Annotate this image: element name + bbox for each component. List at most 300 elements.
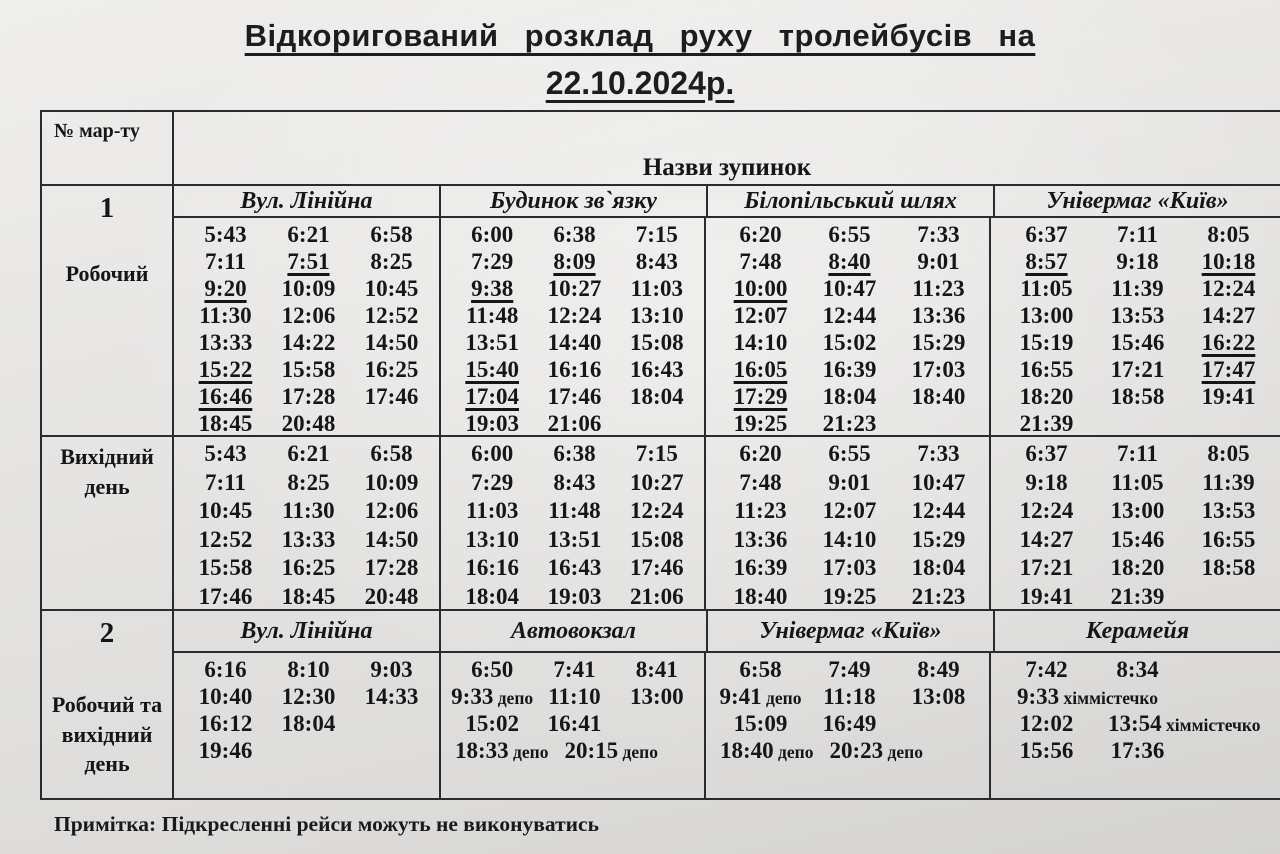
times-line [716,497,983,526]
departure-time: 18:58 [1201,555,1256,580]
times-line [1001,329,1274,356]
times-line [716,410,983,437]
departure-time: 7:51 [287,249,330,274]
departure-time: 14:27 [1019,526,1074,552]
times-row [174,437,1280,609]
times-line [451,583,698,612]
times-line [716,302,983,329]
times-line [184,383,433,410]
departure-time: 8:25 [370,249,413,274]
departure-time: 11:30 [282,498,335,523]
route-label-cell [42,186,172,435]
departure-time: 6:58 [739,657,782,682]
departure-time: 6:00 [471,441,514,466]
times-line [184,526,433,555]
stop-name: Універмаг «Київ» [706,611,993,651]
stop-times-column [704,218,989,435]
departure-time: 6:16 [204,657,247,682]
times-line [451,275,698,302]
route-number: 1 [99,192,115,224]
departure-time: 11:48 [465,303,519,328]
departure-time: 11:23 [912,276,965,301]
departure-time: 13:53 [1110,303,1165,328]
departure-time: 14:10 [733,330,788,355]
day-type-label: Робочий та вихідний день [51,692,163,777]
departure-time: 16:41 [547,711,602,736]
departure-time: 18:04 [822,384,877,409]
departure-time: 7:33 [917,441,960,466]
departure-time: 15:09 [733,711,788,736]
departure-time: 6:00 [471,222,514,247]
departure-time: 11:48 [548,498,601,523]
time-suffix: хіммістечко [1161,715,1261,735]
departure-time: 11:10 [548,684,601,709]
times-line [184,583,433,612]
departure-time: 17:03 [822,555,877,580]
times-line [716,440,983,469]
departure-time: 6:58 [370,441,413,466]
times-line [716,356,983,383]
times-line [184,440,433,469]
stop-times-column [174,218,439,435]
stop-name: Білопільський шлях [706,186,993,216]
departure-time: 7:29 [471,469,514,495]
footnote: Примітка: Підкресленні рейси можуть не виконуватись [54,812,599,836]
departure-time: 8:09 [553,249,596,274]
time-suffix: депо [508,742,549,762]
route-number-column-header: № мар-ту [54,120,140,142]
times-line [1001,526,1274,555]
departure-time: 18:40 депо [720,738,814,763]
departure-time: 14:27 [1201,303,1256,328]
route-number: 2 [99,617,115,649]
departure-time: 8:43 [635,249,678,274]
departure-time: 19:25 [733,411,788,436]
departure-time: 19:41 [1019,583,1074,609]
times-line [716,656,983,683]
departure-time: 10:40 [198,684,253,709]
time-suffix: хіммістечко [1059,688,1159,708]
times-line [716,683,983,710]
departure-time: 7:15 [635,222,678,247]
departure-time: 12:24 [1019,498,1074,523]
times-line [451,526,698,555]
times-line [1001,302,1274,329]
times-line [716,737,983,764]
departure-time: 9:33 хіммістечко [1017,684,1159,709]
departure-time: 17:03 [911,357,966,382]
times-line [1001,737,1274,764]
times-line [716,469,983,498]
departure-time: 11:23 [734,498,787,523]
departure-time: 13:10 [629,303,684,328]
times-line [1001,710,1274,737]
departure-time: 18:04 [281,711,336,736]
times-line [716,583,983,612]
departure-time: 12:02 [1019,711,1074,736]
departure-time: 12:07 [733,303,788,328]
departure-time: 16:25 [364,357,419,382]
times-line [716,221,983,248]
route-label-cell [42,437,172,609]
departure-time: 18:04 [465,583,519,609]
departure-time: 7:11 [1117,441,1158,466]
departure-time: 10:45 [364,276,419,301]
departure-time: 15:56 [1019,738,1074,763]
departure-time: 13:54 хіммістечко [1108,711,1261,736]
departure-time: 18:58 [1110,384,1165,409]
departure-time: 13:10 [465,526,519,552]
departure-time: 19:03 [465,411,519,436]
route-times-block [172,611,1280,798]
departure-time: 13:51 [547,526,602,552]
departure-time: 15:46 [1110,526,1165,552]
departure-time: 16:16 [465,555,519,580]
departure-time: 7:11 [1117,222,1158,247]
departure-time: 11:39 [1111,276,1164,301]
times-line [184,302,433,329]
departure-time: 16:39 [733,555,788,580]
departure-time: 9:41 депо [719,684,802,709]
departure-time: 19:03 [547,583,602,609]
departure-time: 13:33 [198,330,253,355]
departure-time: 13:00 [1019,303,1074,328]
times-line [1001,583,1274,612]
stop-times-column [989,437,1280,609]
departure-time: 12:06 [281,303,336,328]
times-line [1001,683,1274,710]
departure-time: 17:36 [1110,738,1165,763]
departure-time: 7:11 [205,469,246,495]
departure-time: 9:18 [1116,249,1159,274]
times-line [184,469,433,498]
departure-time: 15:02 [822,330,877,355]
departure-time: 7:15 [635,441,678,466]
stop-times-column [989,653,1280,798]
departure-time: 9:20 [204,276,247,301]
departure-time: 17:47 [1201,357,1256,382]
times-line [716,554,983,583]
departure-time: 16:12 [198,711,253,736]
route-section [42,609,1280,798]
departure-time: 7:48 [739,249,782,274]
departure-time: 15:08 [629,330,684,355]
route-label-cell [42,611,172,798]
departure-time: 21:39 [1019,411,1074,436]
departure-time: 16:43 [629,357,684,382]
times-line [451,683,698,710]
departure-time: 9:03 [370,657,413,682]
times-line [451,383,698,410]
departure-time: 9:01 [828,469,871,495]
times-line [184,683,433,710]
times-line [184,737,433,764]
times-line [451,469,698,498]
departure-time: 7:49 [828,657,871,682]
departure-time: 15:22 [198,357,253,382]
departure-time: 18:04 [911,555,966,580]
times-line [184,497,433,526]
stop-times-column [174,653,439,798]
departure-time: 21:23 [911,583,966,609]
departure-time: 6:58 [370,222,413,247]
departure-time: 8:05 [1207,222,1250,247]
departure-time: 9:01 [917,249,960,274]
departure-time: 19:25 [822,583,877,609]
departure-time: 14:22 [281,330,336,355]
departure-time: 18:45 [281,583,336,609]
departure-time: 8:43 [553,469,596,495]
departure-time: 12:52 [364,303,419,328]
departure-time: 14:10 [822,526,877,552]
departure-time: 10:47 [822,276,877,301]
departure-time: 8:10 [287,657,330,682]
departure-time: 12:06 [364,498,419,523]
departure-time: 8:57 [1025,249,1068,274]
departure-time: 17:46 [364,384,419,409]
times-line [716,329,983,356]
times-line [1001,275,1274,302]
departure-time: 13:51 [465,330,519,355]
times-line [716,383,983,410]
departure-time: 11:39 [1202,469,1255,495]
route-times-block [172,437,1280,609]
departure-time: 12:44 [822,303,877,328]
departure-time: 21:39 [1110,583,1165,609]
departure-time: 10:00 [733,276,788,301]
departure-time: 17:04 [465,384,519,409]
stop-name: Будинок зв`язку [439,186,706,216]
stop-names-row [174,611,1280,653]
departure-time: 7:48 [739,469,782,495]
departure-time: 12:44 [911,498,966,523]
departure-time: 14:40 [547,330,602,355]
departure-time: 15:29 [911,330,966,355]
times-line [1001,383,1274,410]
departure-time: 13:00 [629,684,684,709]
times-line [184,275,433,302]
stop-times-column [989,218,1280,435]
departure-time: 6:21 [287,441,330,466]
departure-time: 8:49 [917,657,960,682]
time-suffix: депо [761,688,802,708]
departure-time: 10:09 [281,276,336,301]
stop-times-column [704,653,989,798]
departure-time: 8:25 [287,469,330,495]
departure-time: 17:28 [364,555,419,580]
time-suffix: депо [883,742,923,762]
departure-time: 18:40 [911,384,966,409]
departure-time: 9:18 [1025,469,1068,495]
times-line [1001,656,1274,683]
times-line [451,248,698,275]
times-line [451,356,698,383]
day-type-label: Вихідний день [60,444,154,499]
departure-time: 11:18 [823,684,876,709]
stop-names-row [174,186,1280,218]
times-line [184,329,433,356]
departure-time: 17:29 [733,384,788,409]
departure-time: 20:48 [281,411,336,436]
departure-time: 18:20 [1019,384,1074,409]
route-times-block [172,186,1280,435]
stop-times-column [704,437,989,609]
times-line [716,275,983,302]
departure-time: 15:46 [1110,330,1165,355]
departure-time: 7:29 [471,249,514,274]
stop-name: Керамейя [993,611,1280,651]
departure-time: 16:39 [822,357,877,382]
departure-time: 16:43 [547,555,602,580]
times-line [451,440,698,469]
departure-time: 11:05 [1111,469,1164,495]
departure-time: 11:03 [630,276,684,301]
departure-time: 13:53 [1201,498,1256,523]
departure-time: 6:38 [553,441,596,466]
departure-time: 19:46 [198,738,253,763]
departure-time: 8:40 [828,249,871,274]
departure-time: 16:22 [1201,330,1256,355]
departure-time: 16:46 [198,384,253,409]
route-section [42,184,1280,435]
time-suffix: депо [618,742,658,762]
departure-time: 16:55 [1201,526,1256,552]
times-line [451,329,698,356]
times-line [451,410,698,437]
departure-time: 7:33 [917,222,960,247]
departure-time: 12:30 [281,684,336,709]
day-type-label: Робочий [65,261,149,286]
departure-time: 16:55 [1019,357,1074,382]
departure-time: 10:47 [911,469,966,495]
departure-time: 17:21 [1110,357,1165,382]
times-line [1001,497,1274,526]
time-suffix: депо [773,742,814,762]
departure-time: 15:19 [1019,330,1074,355]
departure-time: 21:06 [629,583,684,609]
departure-time: 15:40 [465,357,519,382]
departure-time: 7:41 [553,657,596,682]
times-line [451,302,698,329]
stop-times-column [439,437,704,609]
schedule-table [40,110,1280,800]
departure-time: 8:41 [635,657,678,682]
departure-time: 20:15 депо [564,738,658,763]
times-line [184,710,433,737]
times-line [1001,221,1274,248]
departure-time: 13:00 [1110,498,1165,523]
departure-time: 12:24 [1201,276,1256,301]
departure-time: 6:20 [739,441,782,466]
times-line [184,656,433,683]
page-title [0,18,1280,102]
departure-time: 9:33 депо [451,684,534,709]
departure-time: 6:38 [553,222,596,247]
departure-time: 19:41 [1201,384,1256,409]
stop-times-column [439,218,704,435]
stops-header: Назви зупинок [172,112,1280,184]
times-line [451,710,698,737]
departure-time: 16:25 [281,555,336,580]
departure-time: 17:46 [547,384,602,409]
departure-time: 13:36 [733,526,788,552]
times-row [174,653,1280,798]
departure-time: 6:50 [471,657,514,682]
departure-time: 7:42 [1025,657,1068,682]
departure-time: 15:58 [198,555,253,580]
departure-time: 11:30 [199,303,252,328]
departure-time: 15:29 [911,526,966,552]
departure-time: 8:05 [1207,441,1250,466]
departure-time: 12:24 [547,303,602,328]
departure-time: 14:50 [364,526,419,552]
departure-time: 5:43 [204,441,247,466]
times-line [451,497,698,526]
departure-time: 12:52 [198,526,253,552]
times-line [716,710,983,737]
departure-time: 16:05 [733,357,788,382]
departure-time: 13:33 [281,526,336,552]
times-line [184,248,433,275]
times-line [716,248,983,275]
times-line [1001,469,1274,498]
times-line [1001,440,1274,469]
departure-time: 6:37 [1025,441,1068,466]
times-line [451,656,698,683]
departure-time: 21:23 [822,411,877,436]
departure-time: 17:46 [629,555,684,580]
times-line [451,554,698,583]
title-date: 22.10.2024р. [545,65,735,101]
departure-time: 10:27 [629,469,684,495]
departure-time: 8:34 [1116,657,1159,682]
departure-time: 21:06 [547,411,602,436]
stop-name: Вул. Лінійна [240,618,373,644]
departure-time: 14:50 [364,330,419,355]
departure-time: 12:07 [822,498,877,523]
departure-time: 20:48 [364,583,419,609]
departure-time: 10:27 [547,276,602,301]
schedule-sections [42,184,1280,798]
departure-time: 13:36 [911,303,966,328]
title-line-1: Відкоригований розклад руху тролейбусів на [244,18,1036,53]
departure-time: 6:55 [828,441,871,466]
departure-time: 20:23 депо [829,738,923,763]
departure-time: 6:21 [287,222,330,247]
times-line [1001,356,1274,383]
departure-time: 18:33 депо [455,738,549,763]
times-line [184,221,433,248]
times-line [451,737,698,764]
departure-time: 18:40 [733,583,788,609]
times-line [451,221,698,248]
departure-time: 18:04 [629,384,684,409]
departure-time: 11:05 [1020,276,1073,301]
departure-time: 15:08 [629,526,684,552]
times-line [716,526,983,555]
departure-time: 6:37 [1025,222,1068,247]
departure-time: 10:45 [198,498,253,523]
departure-time: 17:21 [1019,555,1074,580]
departure-time: 15:58 [281,357,336,382]
table-header-row [42,112,1280,184]
times-line [184,356,433,383]
departure-time: 6:55 [828,222,871,247]
departure-time: 9:38 [471,276,514,301]
departure-time: 16:16 [547,357,602,382]
stop-name: Автовокзал [439,611,706,651]
times-line [1001,554,1274,583]
